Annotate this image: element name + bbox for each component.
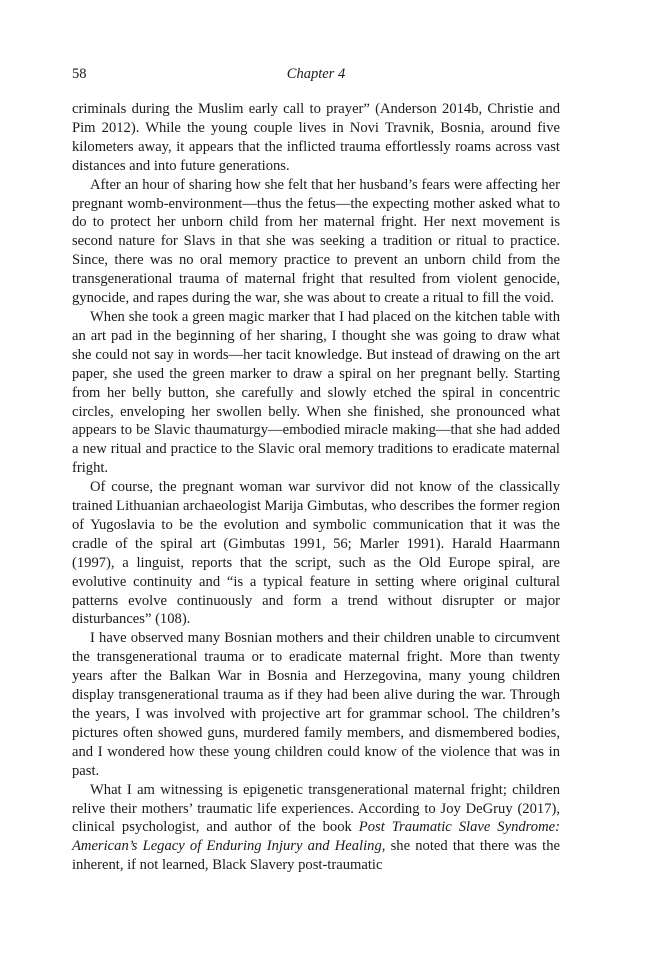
- book-page: [72, 66, 560, 875]
- paragraph: [72, 100, 560, 176]
- paragraph-text: I have observed many Bosnian mothers and their children unable to circumvent the transgenerational trauma or to eradicate maternal fright. More than twenty years after the Balkan War in Bosnia and Herzegovina, many young children display transgenerational trauma as if they had been alive during the war. Through the years, I was involved with projective art for grammar school. The children’s pictures often showed guns, murdered family members, and dismembered bodies, and I wondered how these young children could know of the violence that was in past.: [72, 630, 560, 779]
- paragraph-text: Of course, the pregnant woman war survivor did not know of the classically trained Lithuanian archaeologist Marija Gimbutas, who describes the former region of Yugoslavia to be the evolution and symbolic communication that it was the cradle of the spiral art (Gimbutas 1991, 56; Marler 1991). Harald Haarmann (1997), a linguist, reports that the script, such as the Old Europe spiral, are evolutive continuity and “is a typical feature in setting where original cultural patterns evolve continuously and form a trend without disrupter or major disturbances” (108).: [72, 479, 560, 628]
- paragraph: [72, 781, 560, 876]
- body-text: [72, 100, 560, 875]
- paragraph-text: criminals during the Muslim early call to prayer” (Anderson 2014b, Christie and Pim 2012). While the young couple lives in Novi Travnik, Bosnia, around five kilometers away, it appears that the inflicted trauma effortlessly roams across vast distances and into future generations.: [72, 101, 560, 174]
- paragraph-text: , she noted that there was the inherent, if not learned, Black Slavery post-traumatic: [72, 838, 560, 874]
- paragraph-text: After an hour of sharing how she felt that her husband’s fears were affecting her pregnant womb-environment—thus the fetus—the expecting mother asked what to do to protect her unborn child from her maternal fright. Her next movement is second nature for Slavs in that she was seeking a tradition or ritual to practice. Since, there was no oral memory practice to prevent an unborn child from the transgenerational trauma of maternal fright that resulted from violent genocide, gynocide, and rapes during the war, she was about to create a ritual to fill the void.: [72, 176, 560, 307]
- running-head: [72, 66, 560, 88]
- paragraph: [72, 176, 560, 308]
- book-title: Post Traumatic Slave Syndrome: American’s Legacy of Enduring Injury and Healing: [72, 819, 560, 855]
- paragraph: [72, 629, 560, 780]
- page-number: 58: [72, 66, 87, 82]
- paragraph: [72, 478, 560, 629]
- chapter-title: Chapter 4: [286, 66, 346, 82]
- paragraph-text: When she took a green magic marker that I had placed on the kitchen table with an art pad in the beginning of her sharing, I thought she was going to draw what she could not say in words—her tacit knowledge. But instead of drawing on the art paper, she used the green marker to draw a spiral on her pregnant belly. Starting from her belly button, she carefully and slowly etched the spiral in concentric circles, enveloping her swollen belly. When she finished, she pronounced what appears to be Slavic thaumaturgy—embodied miracle making—that she had added a new ritual and practice to the Slavic oral memory traditions to eradicate maternal fright.: [72, 308, 560, 477]
- paragraph-text: What I am witnessing is epigenetic transgenerational maternal fright; children relive their mothers’ traumatic life experiences. According to Joy DeGruy (2017), clinical psychologist, and author of the book: [72, 781, 560, 836]
- paragraph: [72, 308, 560, 478]
